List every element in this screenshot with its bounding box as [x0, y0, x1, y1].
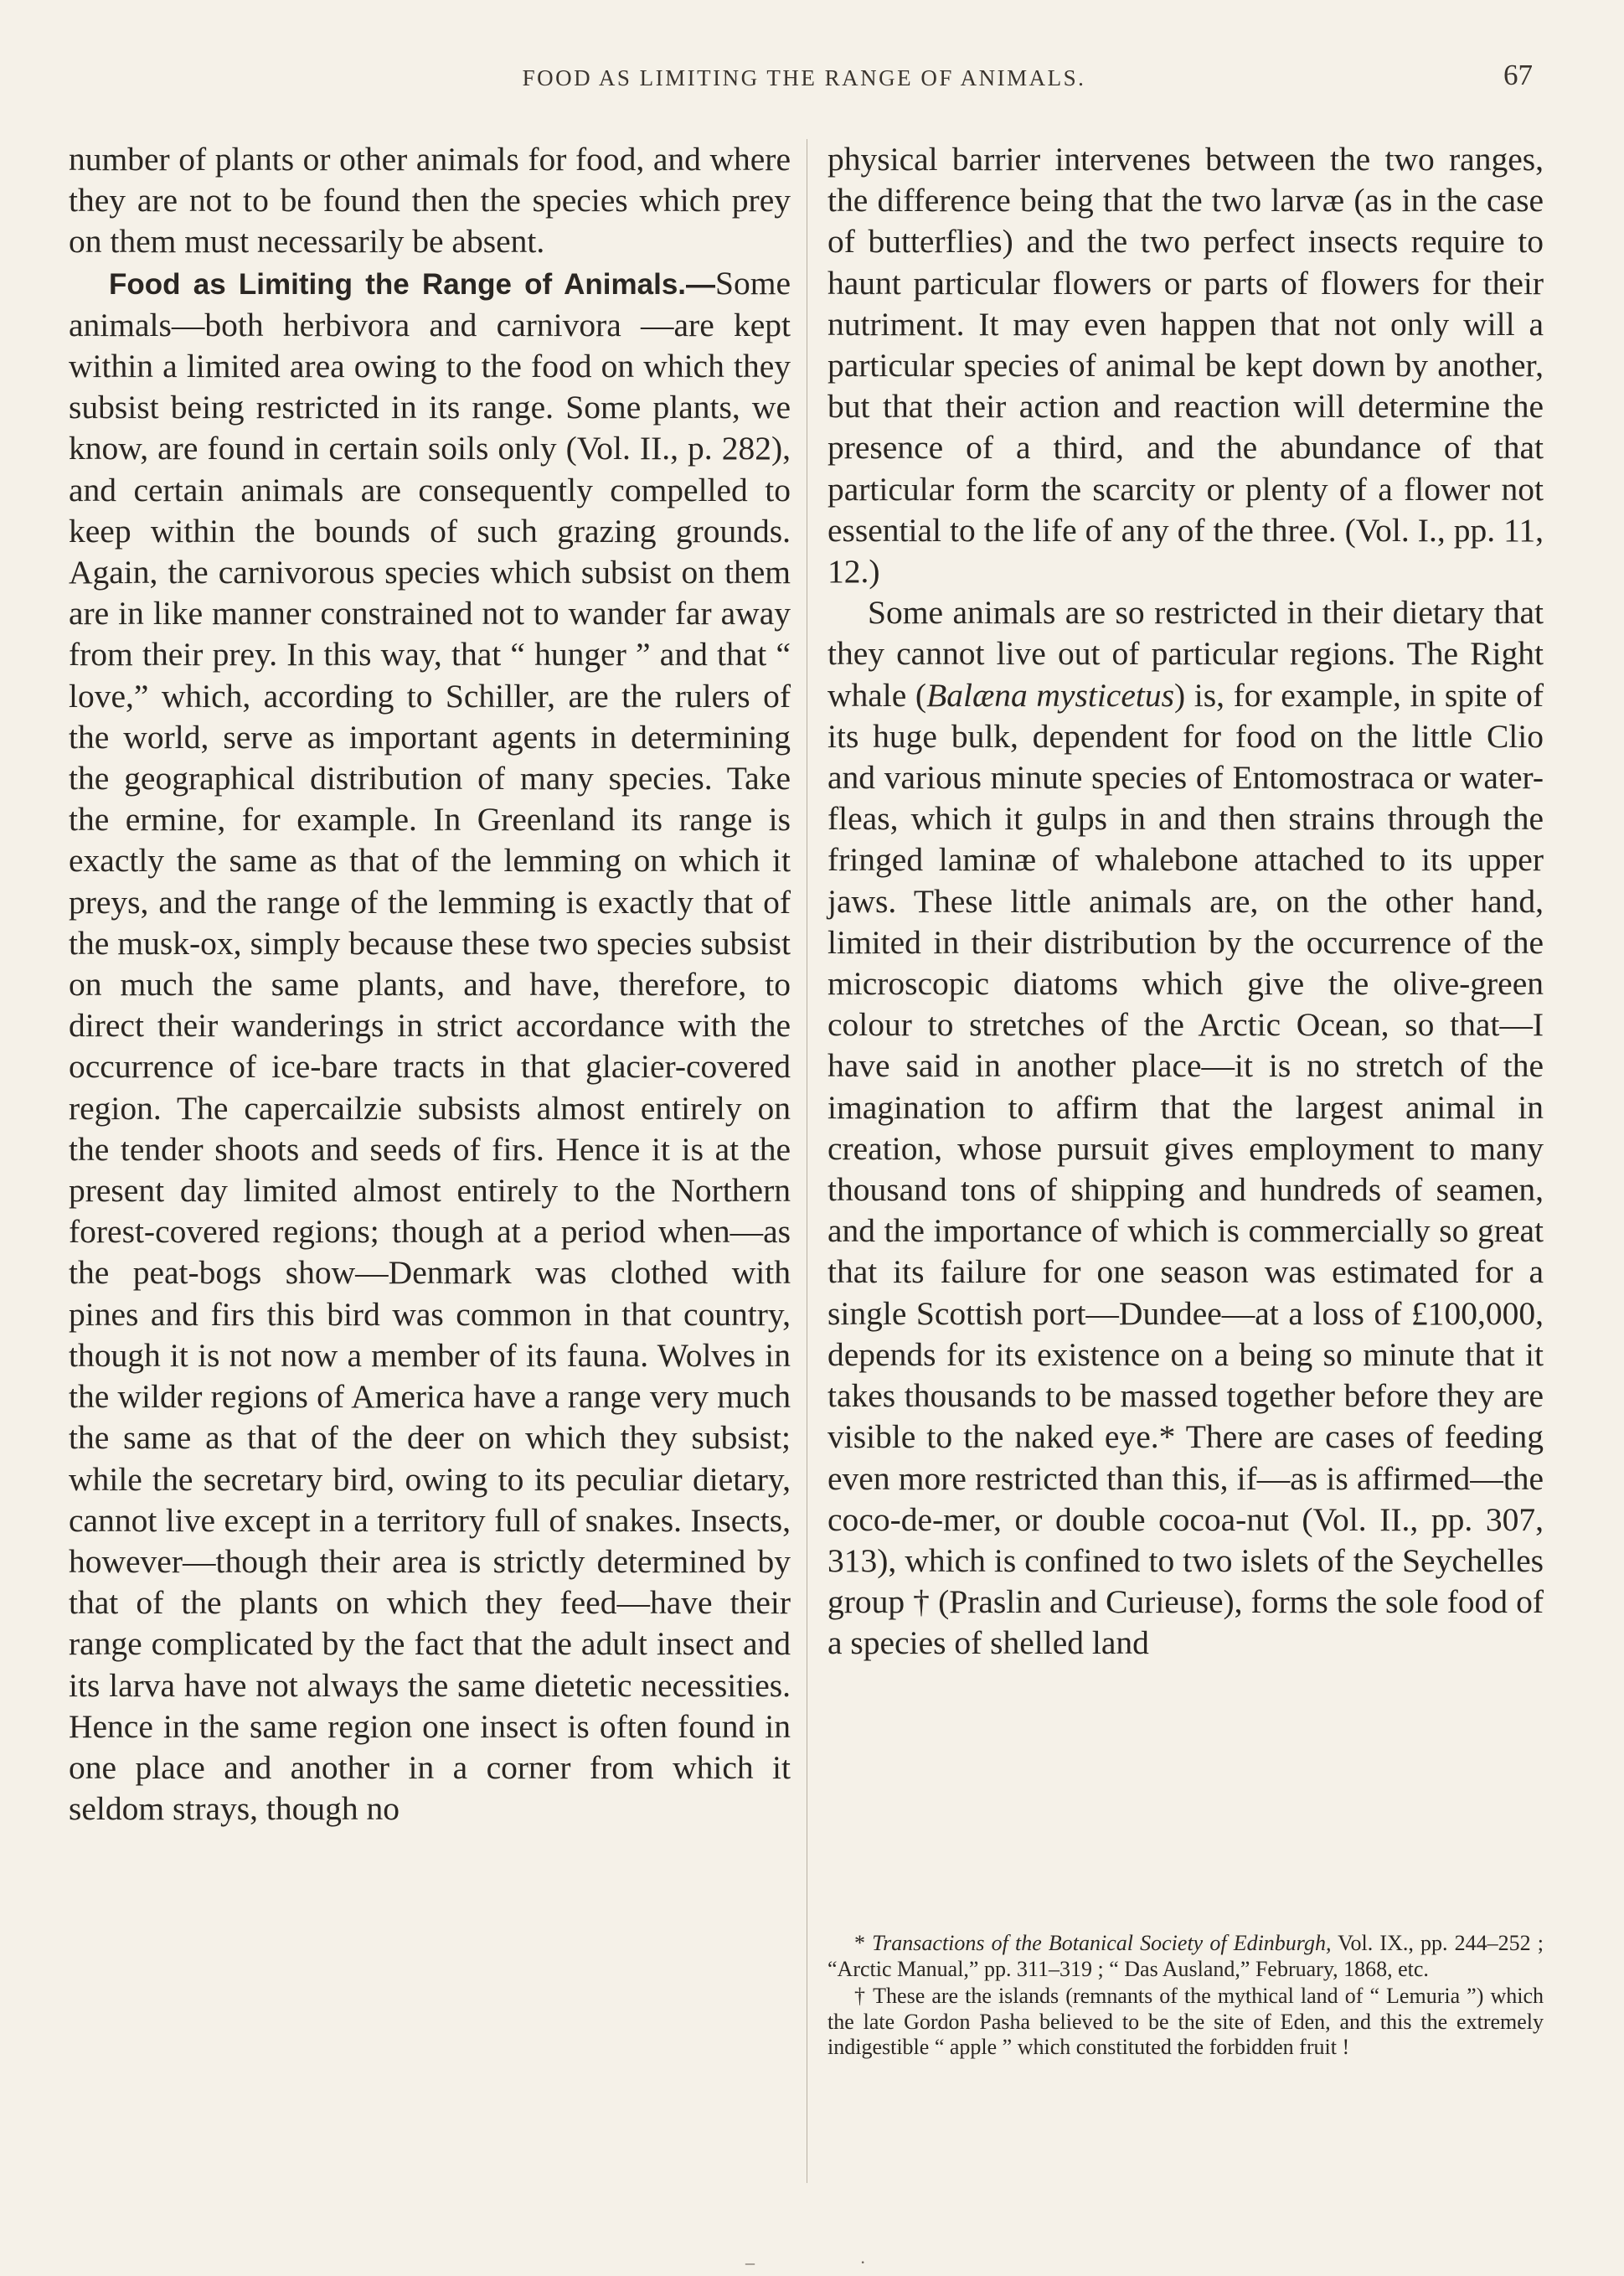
- left-paragraph-1: number of plants or other animals for food, and where they are not to be found then the species which prey on them must necessarily be absent.: [69, 141, 791, 261]
- right-column: [827, 139, 1544, 1664]
- right-paragraph-2: [827, 592, 1544, 1664]
- page-number: 67: [1503, 59, 1533, 91]
- species-name: Balæna mysticetus: [926, 676, 1174, 714]
- left-paragraph-2: [69, 263, 791, 1830]
- right-paragraph-1: physical barrier intervenes between the two ranges, the difference being that the two larvæ (as in the case of butterflies) and the two perfect insects require to haunt particular flowers or parts of flowers for their nutriment. It may even happen that not only will a particular species of animal be kept down by another, but that their action and reaction will determine the presence of a third, and the abundance of that particular form the scarcity or plenty of a flower not essential to the life of any of the three. (Vol. I., pp. 11, 12.): [827, 141, 1544, 591]
- right-paragraph-2-b: ) is, for example, in spite of its huge bulk, dependent for food on the little Clio and various minute species of Entomostraca or water-fleas, which it gulps in and then strains through the fringed laminæ of whalebone attached to its upper jaws. These little animals are, on the other hand, limited in their distribution by the occurrence of the microscopic diatoms which give the olive-green colour to stretches of the Arctic Ocean, so that—I have said in another place—it is no stretch of the imagination to affirm that the largest animal in creation, whose pursuit gives employment to many thousand tons of shipping and hundreds of seamen, and the importance of which is commercially so great that its failure for one season was estimated for a single Scottish port—Dundee—at a loss of £100,000, depends for its existence on a being so minute that it takes thousands to be massed together before they are visible to the naked eye.* There are cases of feeding even more restricted than this, if—as is affirmed—the coco-de-mer, or double cocoa-nut (Vol. II., pp. 307, 313), which is confined to two islets of the Seychelles group † (Praslin and Curieuse), forms the sole food of a species of shelled land: [827, 676, 1544, 1662]
- footnote-1-title: Transactions of the Botanical Society of Edinburgh,: [872, 1931, 1332, 1955]
- footnote-1-mark: *: [854, 1931, 873, 1955]
- footnotes: [827, 1931, 1544, 2062]
- right-paragraph-2-a: Some animals are so restricted in their dietary that they cannot live out of particular regions. The Right whale (: [827, 594, 1544, 714]
- footnote-1: [827, 1931, 1544, 1982]
- running-head: FOOD AS LIMITING THE RANGE OF ANIMALS.: [522, 65, 1086, 90]
- section-title: Food as Limiting the Range of Animals.—: [109, 267, 716, 301]
- footnote-1-rest: Vol. IX., pp. 244–252 ; “Arctic Manual,” pp. 311–319 ; “ Das Ausland,” February, 1868, etc.: [827, 1931, 1544, 1981]
- left-paragraph-2-body: Some animals—both herbivora and carnivora —are kept within a limited area owing to the food on which they subsist being restricted in its range. Some plants, we know, are found in certain soils only (Vol. II., p. 282), and certain animals are consequently compelled to keep within the bounds of such grazing grounds. Again, the carnivorous species which subsist on them are in like manner constrained not to wander far away from their prey. In this way, that “ hunger ” and that “ love,” which, according to Schiller, are the rulers of the world, serve as important agents in determining the geographical distribution of many species. Take the ermine, for example. In Greenland its range is exactly the same as that of the lemming on which it preys, and the range of the lemming is exactly that of the musk-ox, simply because these two species subsist on much the same plants, and have, therefore, to direct their wanderings in strict accordance with the occurrence of ice-bare tracts in that glacier-covered region. The capercailzie subsists almost entirely on the tender shoots and seeds of firs. Hence it is at the present day limited almost entirely to the Northern forest-covered regions; though at a period when—as the peat-bogs show—Denmark was clothed with pines and firs this bird was common in that country, though it is not now a member of its fauna. Wolves in the wilder regions of America have a range very much the same as that of the deer on which they subsist; while the secretary bird, owing to its peculiar dietary, cannot live except in a territory full of snakes. Insects, however—though their area is strictly determined by that of the plants on which they feed—have their range complicated by the fact that the adult insect and its larva have not always the same dietetic necessities. Hence in the same region one insect is often found in one place and another in a corner from which it seldom strays, though no: [69, 264, 791, 1828]
- left-column: [69, 139, 791, 1830]
- footnote-2: † These are the islands (remnants of the mythical land of “ Lemuria ”) which the late Gordon Pasha believed to be the site of Eden, and this the extremely indigestible “ apple ” which constituted the forbidden fruit !: [827, 1984, 1544, 2059]
- bottom-marks: – ·: [745, 2252, 916, 2273]
